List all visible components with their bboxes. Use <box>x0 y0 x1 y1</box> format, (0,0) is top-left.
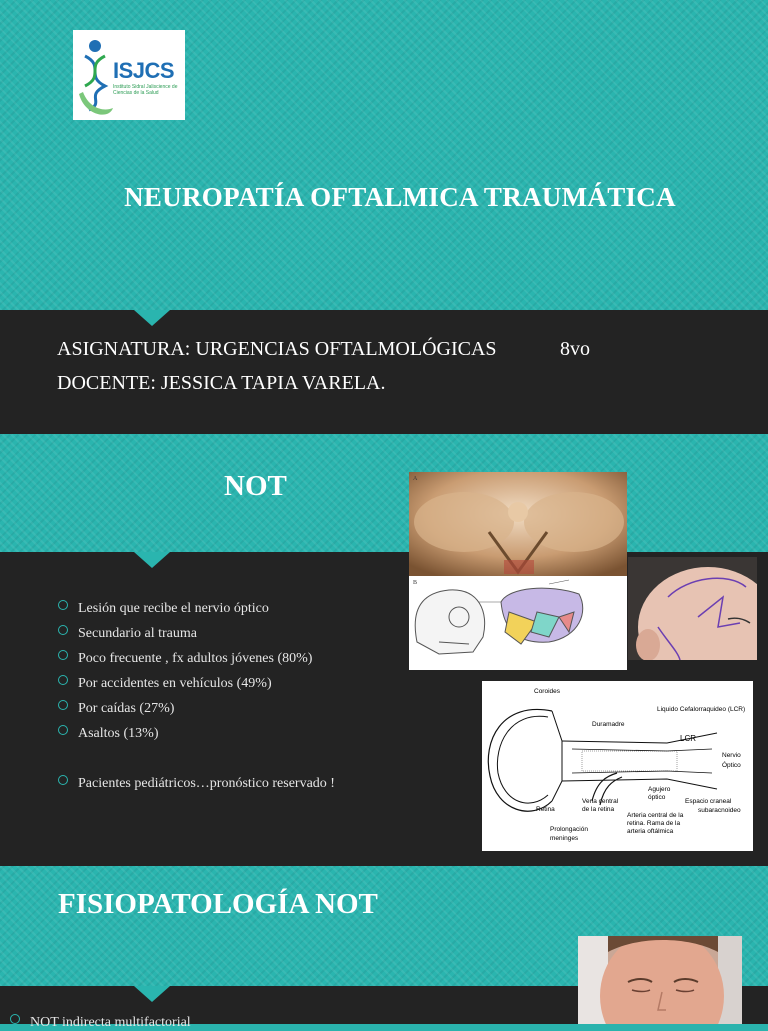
circle-bullet-icon <box>58 600 68 610</box>
label-agujero-2: óptico <box>648 794 666 801</box>
skull-anatomy-drawing <box>409 472 627 670</box>
circle-bullet-icon <box>58 675 68 685</box>
list-item: Poco frecuente , fx adultos jóvenes (80%) <box>58 650 312 667</box>
label-lcr-full: Liquido Cefalorraquideo (LCR) <box>657 706 746 713</box>
list-item: Pacientes pediátricos…pronóstico reservado ! <box>58 775 335 792</box>
list-item: Por caídas (27%) <box>58 700 174 717</box>
face-drawing <box>578 936 742 1024</box>
label-arteria-2: retina. Rama de la <box>627 820 681 827</box>
semester-label: 8vo <box>560 338 590 360</box>
head-drawing <box>628 557 757 660</box>
label-agujero-1: Agujero <box>648 786 671 793</box>
label-espacio-1: Espacio craneal <box>685 798 732 805</box>
list-item: Secundario al trauma <box>58 625 197 642</box>
circle-bullet-icon <box>58 725 68 735</box>
list-item: Por accidentes en vehículos (49%) <box>58 675 272 692</box>
notch-1 <box>134 310 170 326</box>
section1-band <box>0 434 768 552</box>
list-item: NOT indirecta multifactorial <box>10 1014 191 1031</box>
teacher-label: DOCENTE: JESSICA TAPIA VARELA. <box>57 372 386 394</box>
label-duramadre: Duramadre <box>592 721 625 728</box>
circle-bullet-icon <box>10 1014 20 1024</box>
face-photo <box>578 936 742 1024</box>
optic-nerve-drawing <box>482 681 753 851</box>
circle-bullet-icon <box>58 625 68 635</box>
logo-name: ISJCS <box>113 58 175 83</box>
svg-text:B: B <box>413 580 418 586</box>
head-surgery-photo <box>628 557 757 660</box>
section1-heading: NOT <box>224 470 287 502</box>
optic-nerve-diagram <box>482 681 753 851</box>
circle-bullet-icon <box>58 775 68 785</box>
label-espacio-2: subaracnoideo <box>698 807 741 814</box>
label-arteria-1: Arteria central de la <box>627 812 684 819</box>
circle-bullet-icon <box>58 700 68 710</box>
label-coroides: Coroides <box>534 688 561 695</box>
list-item: Asaltos (13%) <box>58 725 159 742</box>
label-optico: Óptico <box>722 762 741 769</box>
skull-anatomy-image <box>409 472 627 670</box>
logo <box>73 30 185 120</box>
notch-3 <box>134 986 170 1002</box>
label-prolongacion-1: Prolongación <box>550 826 588 833</box>
label-vena-2: de la retina <box>582 806 615 813</box>
page-title: NEUROPATÍA OFTALMICA TRAUMÁTICA <box>124 182 676 212</box>
circle-bullet-icon <box>58 650 68 660</box>
section2-heading: FISIOPATOLOGÍA NOT <box>58 888 378 920</box>
dna-logo-icon <box>75 30 115 120</box>
label-lcr: LCR <box>680 734 697 743</box>
label-nervio: Nervio <box>722 752 741 759</box>
notch-2 <box>134 552 170 568</box>
svg-text:A: A <box>413 476 418 482</box>
label-arteria-3: arteria oftálmica <box>627 828 674 835</box>
label-retina: Retina <box>536 806 555 813</box>
logo-subtitle: Instituto Sidral Jaliscience de Ciencias de la Salud <box>113 84 178 96</box>
label-vena-1: Vena central <box>582 798 619 805</box>
list-item: Lesión que recibe el nervio óptico <box>58 600 269 617</box>
label-prolongacion-2: meninges <box>550 835 579 842</box>
subject-label: ASIGNATURA: URGENCIAS OFTALMOLÓGICAS <box>57 338 497 360</box>
